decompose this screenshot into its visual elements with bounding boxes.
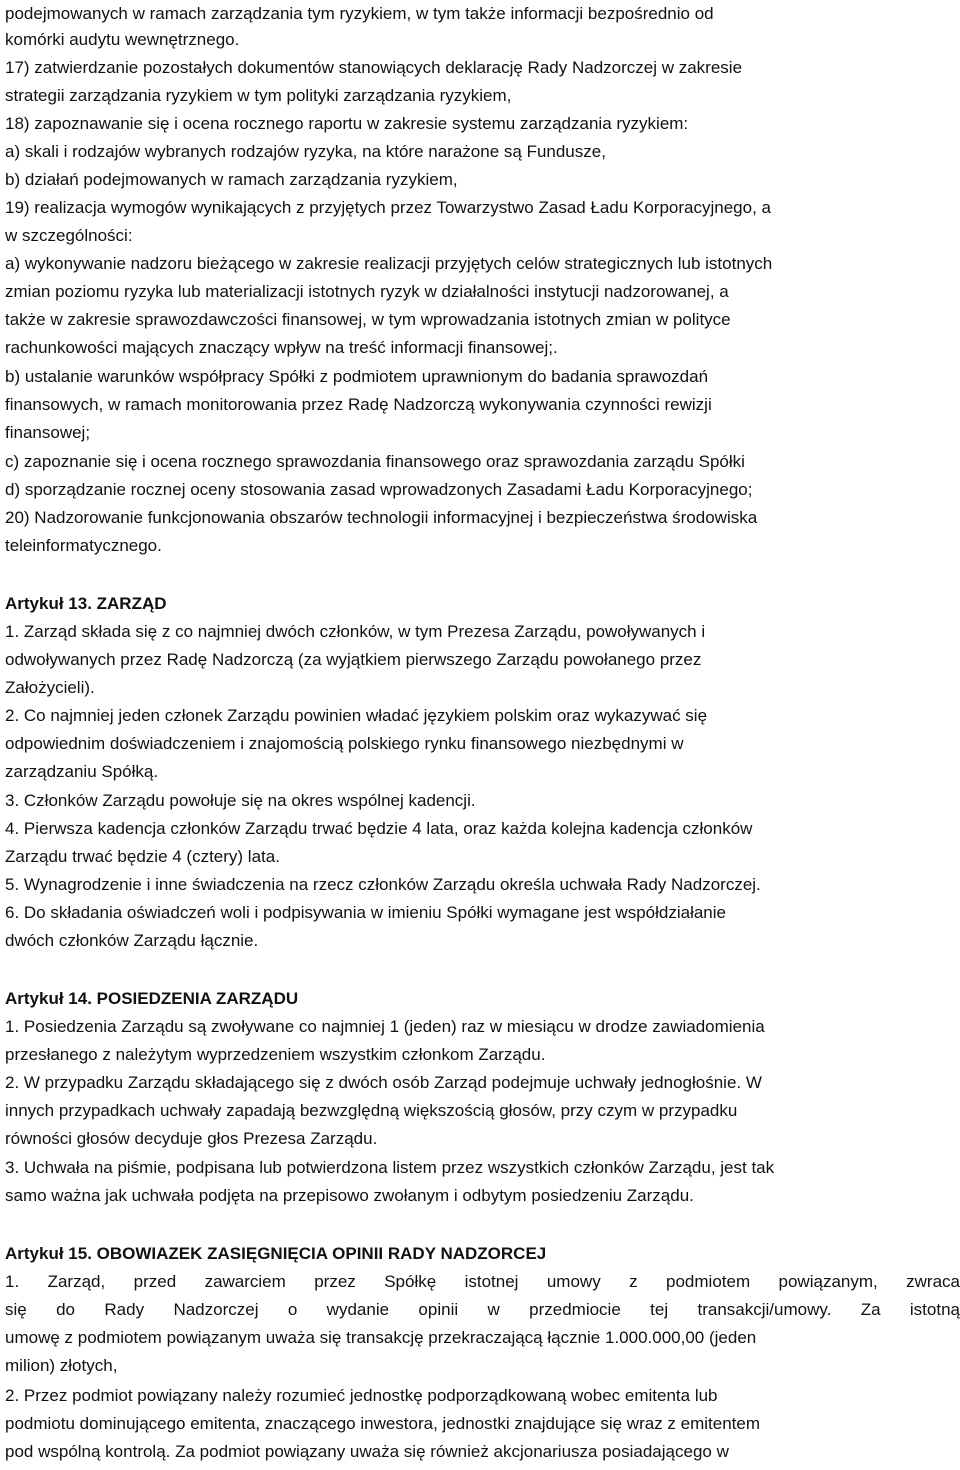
document-line: 18) zapoznawanie się i ocena rocznego raportu w zakresie systemu zarządzania ryzykiem: xyxy=(5,114,689,133)
document-line: 2. W przypadku Zarządu składającego się z dwóch osób Zarząd podejmuje uchwały jednogłośnie. W xyxy=(5,1073,762,1092)
document-line: 3. Uchwała na piśmie, podpisana lub potwierdzona listem przez wszystkich członków Zarządu, jest tak xyxy=(5,1158,775,1177)
document-line: b) ustalanie warunków współpracy Spółki z podmiotem uprawnionym do badania sprawozdań xyxy=(5,367,709,386)
document-line: 2. Przez podmiot powiązany należy rozumieć jednostkę podporządkowaną wobec emitenta lub xyxy=(5,1386,718,1405)
document-line: się do Rady Nadzorczej o wydanie opinii w przedmiocie tej transakcji/umowy. Za istotną xyxy=(5,1300,960,1319)
document-line: strategii zarządzania ryzykiem w tym polityki zarządzania ryzykiem, xyxy=(5,86,512,105)
document-line: zarządzaniu Spółką. xyxy=(5,762,159,781)
document-line: 5. Wynagrodzenie i inne świadczenia na rzecz członków Zarządu określa uchwała Rady Nadzorczej. xyxy=(5,875,761,894)
document-line: 1. Zarząd, przed zawarciem przez Spółkę istotnej umowy z podmiotem powiązanym, zwraca xyxy=(5,1272,960,1291)
document-line: pod wspólną kontrolą. Za podmiot powiązany uważa się również akcjonariusza posiadającego w xyxy=(5,1442,729,1461)
document-line: samo ważna jak uchwała podjęta na przepisowo zwołanym i odbytym posiedzeniu Zarządu. xyxy=(5,1186,694,1205)
document-line: umowę z podmiotem powiązanym uważa się transakcję przekraczającą łącznie 1.000.000,00 (jeden xyxy=(5,1328,757,1347)
document-line: równości głosów decyduje głos Prezesa Zarządu. xyxy=(5,1129,378,1148)
document-line: zmian poziomu ryzyka lub materializacji istotnych ryzyk w działalności instytucji nadzorowanej, a xyxy=(5,282,729,301)
document-line: a) skali i rodzajów wybranych rodzajów ryzyka, na które narażone są Fundusze, xyxy=(5,142,606,161)
document-line: finansowej; xyxy=(5,423,91,442)
document-line: Zarządu trwać będzie 4 (cztery) lata. xyxy=(5,847,280,866)
document-line: komórki audytu wewnętrznego. xyxy=(5,30,240,49)
document-line: odpowiednim doświadczeniem i znajomością polskiego rynku finansowego niezbędnymi w xyxy=(5,734,684,753)
document-line: w szczególności: xyxy=(5,226,133,245)
document-line: 1. Posiedzenia Zarządu są zwoływane co najmniej 1 (jeden) raz w miesiącu w drodze zawiadomienia xyxy=(5,1017,765,1036)
document-line: teleinformatycznego. xyxy=(5,536,162,555)
document-line: 6. Do składania oświadczeń woli i podpisywania w imieniu Spółki wymagane jest współdziałanie xyxy=(5,903,726,922)
document-line: 2. Co najmniej jeden członek Zarządu powinien władać językiem polskim oraz wykazywać się xyxy=(5,706,708,725)
article-heading: Artykuł 15. OBOWIAZEK ZASIĘGNIĘCIA OPINII RADY NADZORCEJ xyxy=(5,1244,547,1263)
document-line: Założycieli). xyxy=(5,678,95,697)
document-line: odwoływanych przez Radę Nadzorczą (za wyjątkiem pierwszego Zarządu powołanego przez xyxy=(5,650,702,669)
document-line: finansowych, w ramach monitorowania przez Radę Nadzorczą wykonywania czynności rewizji xyxy=(5,395,712,414)
document-line: 19) realizacja wymogów wynikających z przyjętych przez Towarzystwo Zasad Ładu Korporacyjnego, a xyxy=(5,198,771,217)
document-line: 20) Nadzorowanie funkcjonowania obszarów technologii informacyjnej i bezpieczeństwa środowiska xyxy=(5,508,758,527)
document-line: 1. Zarząd składa się z co najmniej dwóch członków, w tym Prezesa Zarządu, powoływanych i xyxy=(5,622,706,641)
document-line: c) zapoznanie się i ocena rocznego sprawozdania finansowego oraz sprawozdania zarządu Spółki xyxy=(5,452,745,471)
document-line: 4. Pierwsza kadencja członków Zarządu trwać będzie 4 lata, oraz każda kolejna kadencja członków xyxy=(5,819,753,838)
document-line: d) sporządzanie rocznej oceny stosowania zasad wprowadzonych Zasadami Ładu Korporacyjnego; xyxy=(5,480,753,499)
document-line: 3. Członków Zarządu powołuje się na okres wspólnej kadencji. xyxy=(5,791,476,810)
article-heading: Artykuł 13. ZARZĄD xyxy=(5,594,167,613)
article-heading: Artykuł 14. POSIEDZENIA ZARZĄDU xyxy=(5,989,299,1008)
document-line: innych przypadkach uchwały zapadają bezwzględną większością głosów, przy czym w przypadku xyxy=(5,1101,738,1120)
document-line: podmiotu dominującego emitenta, znaczącego inwestora, jednostki znajdujące się wraz z emitentem xyxy=(5,1414,761,1433)
document-line: a) wykonywanie nadzoru bieżącego w zakresie realizacji przyjętych celów strategicznych lub istotnych xyxy=(5,254,773,273)
document-line: b) działań podejmowanych w ramach zarządzania ryzykiem, xyxy=(5,170,458,189)
document-line: także w zakresie sprawozdawczości finansowej, w tym wprowadzania istotnych zmian w polityce xyxy=(5,310,731,329)
document-line: 17) zatwierdzanie pozostałych dokumentów stanowiących deklarację Rady Nadzorczej w zakresie xyxy=(5,58,743,77)
document-line: milion) złotych, xyxy=(5,1356,118,1375)
document-line: rachunkowości mających znaczący wpływ na treść informacji finansowej;. xyxy=(5,338,558,357)
document-line: przesłanego z należytym wyprzedzeniem wszystkim członkom Zarządu. xyxy=(5,1045,546,1064)
document-line: podejmowanych w ramach zarządzania tym ryzykiem, w tym także informacji bezpośrednio od xyxy=(5,4,714,23)
document-line: dwóch członków Zarządu łącznie. xyxy=(5,931,259,950)
